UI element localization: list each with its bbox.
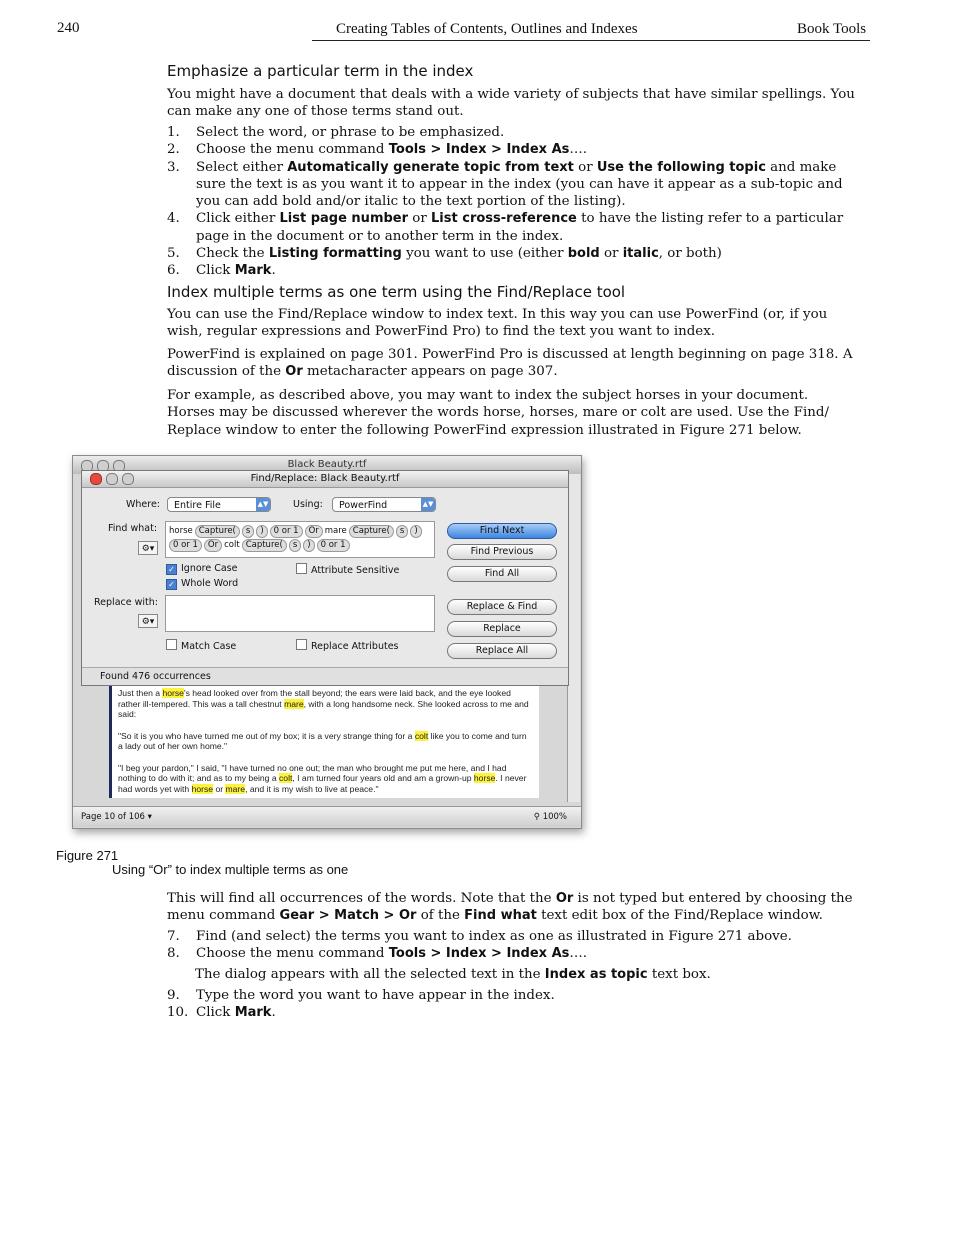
figure-label: Figure 271: [56, 848, 119, 863]
find-next-button[interactable]: Find Next: [447, 523, 557, 539]
chevron-updown-icon: ▲▼: [421, 498, 435, 511]
list-item: 2. Choose the menu command Tools > Index > Index As….: [167, 142, 588, 158]
replace-find-button[interactable]: Replace & Find: [447, 599, 557, 615]
section-title: Book Tools: [797, 21, 867, 37]
ignore-case-checkbox[interactable]: ✓ Ignore Case: [166, 563, 237, 575]
using-popup[interactable]: PowerFind ▲▼: [332, 497, 436, 512]
status-bar: Found 476 occurrences: [82, 667, 568, 685]
section1-intro: You might have a document that deals with a wide variety of subjects that have similar spellings. You can make any one of those terms stand out.: [167, 87, 855, 120]
replace-with-label: Replace with:: [94, 597, 158, 608]
find-gear-icon[interactable]: ⚙▾: [138, 541, 158, 555]
dialog-title: Find/Replace: Black Beauty.rtf: [82, 471, 568, 488]
replace-button[interactable]: Replace: [447, 621, 557, 637]
section-heading-emphasize: Emphasize a particular term in the index: [167, 62, 474, 80]
section2-p3: For example, as described above, you may want to index the subject horses in your document. Horses may be discussed wherever the words horse, horses, mare or colt are used. Use the Find/ Replace window to enter the following PowerFind expression illustrated in Figure 271 below.: [167, 388, 829, 438]
section2-p1: You can use the Find/Replace window to index text. In this way you can use PowerFind (or, if you wish, regular expressions and PowerFind Pro) to find the text you want to index.: [167, 307, 828, 340]
list-item: 3. Select either Automatically generate topic from text or Use the following topic and make sure the text is as you want it to appear in the index (you can have it appear as a sub-topic and you can add bold and/or italic to the text portion of the listing).: [167, 159, 843, 210]
section3-steps: [167, 928, 859, 1021]
find-replace-dialog: [81, 470, 569, 686]
list-item: 6. Click Mark.: [167, 263, 276, 279]
list-item: 7. Find (and select) the terms you want to index as one as illustrated in Figure 271 above.: [167, 929, 792, 944]
find-what-field[interactable]: horse Capture( s ) 0 or 1 Or mare Capture( s ) 0 or 1 Or colt Capture( s ) 0 or 1: [165, 521, 435, 558]
document-text: Just then a horse's head looked over from the stall beyond; the ears were laid back, and the eye looked rather ill-tempered. This was a tall chestnut mare, with a long handsome neck. She looked across to me and said: "So it is you who have turned me out of my box; it is a very strange thing for a colt like you to come and turn a lady out of her own home." "I beg your pardon," I said, "I have turned no one out; the man who brought me put me here, and I had nothing to do with it; and as to my being a colt, I am turned four years old and am a grown-up horse. I never had words yet with horse or mare, and it is my wish to live at peace.": [109, 686, 539, 798]
find-all-button[interactable]: Find All: [447, 566, 557, 582]
section3-p1: This will find all occurrences of the words. Note that the Or is not typed but entered by choosing the menu command Gear > Match > Or of the Find what text edit box of the Find/Replace window.: [167, 891, 853, 924]
where-popup[interactable]: Entire File ▲▼: [167, 497, 271, 512]
section-heading-multiple-terms: Index multiple terms as one term using the Find/Replace tool: [167, 283, 626, 301]
list-item: 1. Select the word, or phrase to be emphasized.: [167, 125, 505, 140]
list-item: 9. Type the word you want to have appear in the index.: [167, 987, 555, 1003]
zoom-indicator[interactable]: ⚲ 100%: [533, 812, 567, 822]
minimize-icon[interactable]: [106, 473, 118, 485]
list-item: 5. Check the Listing formatting you want to use (either bold or italic, or both): [167, 246, 722, 262]
close-icon[interactable]: [90, 473, 102, 485]
attribute-sensitive-checkbox[interactable]: Attribute Sensitive: [296, 563, 399, 576]
section2-p2: PowerFind is explained on page 301. PowerFind Pro is discussed at length beginning on page 318. A discussion of the Or metacharacter appears on page 307.: [167, 347, 853, 380]
chapter-title: Creating Tables of Contents, Outlines and Indexes: [336, 21, 638, 37]
replace-all-button[interactable]: Replace All: [447, 643, 557, 659]
page-number: 240: [57, 20, 80, 36]
whole-word-checkbox[interactable]: ✓ Whole Word: [166, 578, 238, 590]
zoom-icon[interactable]: [122, 473, 134, 485]
section1-steps: [167, 124, 859, 280]
header-rule: [312, 40, 870, 41]
figure-caption: Using “Or” to index multiple terms as one: [112, 862, 349, 877]
list-item: 10. Click Mark.: [167, 1005, 276, 1021]
replace-attributes-checkbox[interactable]: Replace Attributes: [296, 639, 399, 652]
list-item: 8. Choose the menu command Tools > Index > Index As….: [167, 946, 588, 962]
document-status-bar: [73, 806, 581, 827]
replace-with-field[interactable]: [165, 595, 435, 632]
page-indicator[interactable]: Page 10 of 106 ▾: [81, 812, 152, 822]
figure-screenshot: [72, 455, 580, 833]
where-label: Where:: [126, 499, 161, 510]
using-label: Using:: [293, 499, 323, 510]
replace-gear-icon[interactable]: ⚙▾: [138, 614, 158, 628]
list-item: 4. Click either List page number or List cross-reference to have the listing refer to a particular page in the document or to another term in the index.: [167, 211, 844, 244]
document-window-title: Black Beauty.rtf: [73, 456, 581, 474]
chevron-updown-icon: ▲▼: [256, 498, 270, 511]
find-previous-button[interactable]: Find Previous: [447, 544, 557, 560]
magnifier-icon: ⚲: [533, 812, 540, 822]
step-note: The dialog appears with all the selected text in the Index as topic text box.: [195, 966, 711, 982]
find-what-label: Find what:: [108, 523, 158, 534]
match-case-checkbox[interactable]: Match Case: [166, 639, 236, 652]
